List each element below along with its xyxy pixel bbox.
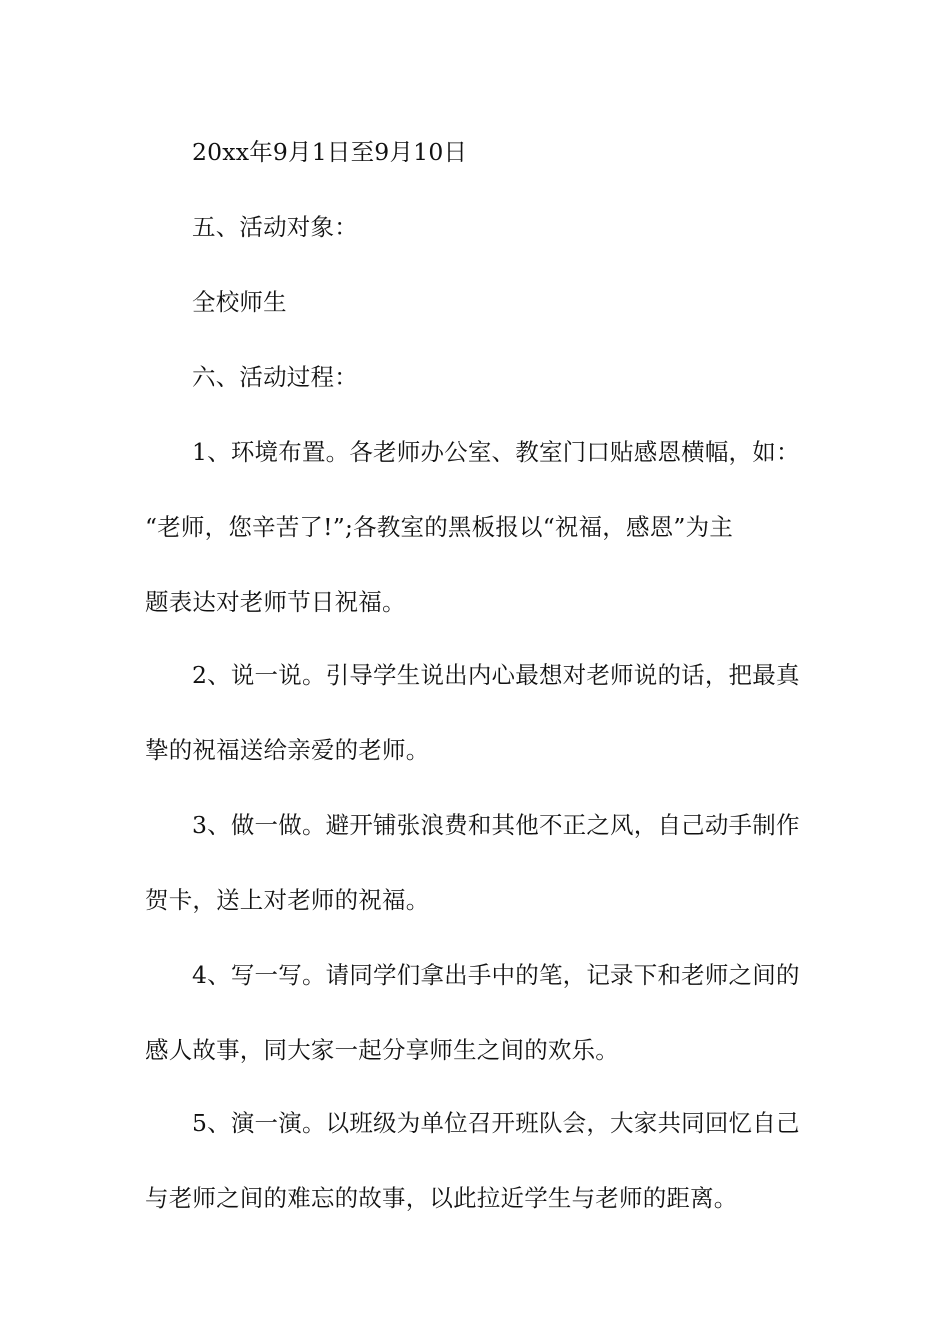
paragraph-1-line-1: 1、环境布置。各老师办公室、教室门口贴感恩横幅，如： bbox=[192, 438, 800, 466]
paragraph-3-line-1: 3、做一做。避开铺张浪费和其他不正之风，自己动手制作 bbox=[192, 811, 800, 839]
paragraph-2-line-2: 挚的祝福送给亲爱的老师。 bbox=[145, 736, 430, 764]
paragraph-4-line-2: 感人故事，同大家一起分享师生之间的欢乐。 bbox=[145, 1036, 619, 1064]
paragraph-1-line-3: 题表达对老师节日祝福。 bbox=[145, 588, 406, 616]
paragraph-1-line-2: “老师，您辛苦了!”;各教室的黑板报以“祝福，感恩”为主 bbox=[145, 513, 734, 541]
activity-date-range: 20xx年9月1日至9月10日 bbox=[192, 138, 468, 166]
section-heading-activity-target: 五、活动对象： bbox=[192, 213, 358, 241]
paragraph-5-line-1: 5、演一演。以班级为单位召开班队会，大家共同回忆自己 bbox=[192, 1109, 800, 1137]
paragraph-3-line-2: 贺卡，送上对老师的祝福。 bbox=[145, 886, 430, 914]
activity-target-text: 全校师生 bbox=[192, 288, 287, 316]
section-heading-activity-process: 六、活动过程： bbox=[192, 363, 358, 391]
paragraph-2-line-1: 2、说一说。引导学生说出内心最想对老师说的话，把最真 bbox=[192, 661, 800, 689]
paragraph-4-line-1: 4、写一写。请同学们拿出手中的笔，记录下和老师之间的 bbox=[192, 961, 800, 989]
paragraph-5-line-2: 与老师之间的难忘的故事，以此拉近学生与老师的距离。 bbox=[145, 1184, 738, 1212]
